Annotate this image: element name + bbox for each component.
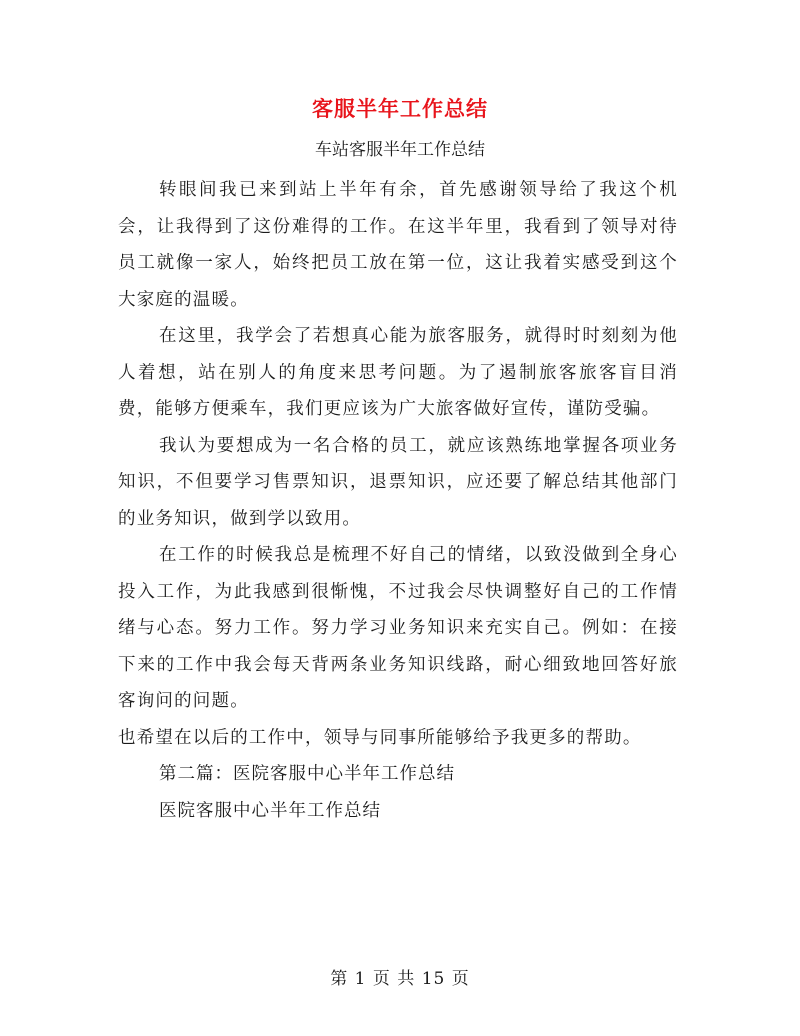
page-number-footer: 第 1 页 共 15 页 [330, 969, 470, 989]
paragraph-2: 在这里，我学会了若想真心能为旅客服务，就得时时刻刻为他人着想，站在别人的角度来思考问题。为了遏制旅客旅客盲目消费，能够方便乘车，我们更应该为广大旅客做好宣传，谨防受骗。 [118, 326, 678, 419]
document-title: 客服半年工作总结 [312, 96, 488, 121]
closing-paragraph: 也希望在以后的工作中，领导与同事所能够给予我更多的帮助。 [118, 727, 642, 748]
paragraph-1: 转眼间我已来到站上半年有余，首先感谢领导给了我这个机会，让我得到了这份难得的工作。在这半年里，我看到了领导对待员工就像一家人，始终把员工放在第一位，这让我着实感受到这个大家庭的温暖。 [118, 180, 678, 310]
paragraph-4: 在工作的时候我总是梳理不好自己的情绪，以致没做到全身心投入工作，为此我感到很惭愧，不过我会尽快调整好自己的工作情绪与心态。努力工作。努力学习业务知识来充实自己。例如：在接下来的工作中我会每天背两条业务知识线路，耐心细致地回答好旅客询问的问题。 [118, 545, 678, 711]
document-body [118, 172, 678, 829]
section-subtitle: 医院客服中心半年工作总结 [159, 800, 381, 821]
section-heading: 第二篇：医院客服中心半年工作总结 [159, 764, 455, 784]
paragraph-3: 我认为要想成为一名合格的员工，就应该熟练地掌握各项业务知识，不但要学习售票知识，退票知识，应还要了解总结其他部门的业务知识，做到学以致用。 [118, 435, 678, 529]
document-subtitle: 车站客服半年工作总结 [315, 140, 485, 160]
